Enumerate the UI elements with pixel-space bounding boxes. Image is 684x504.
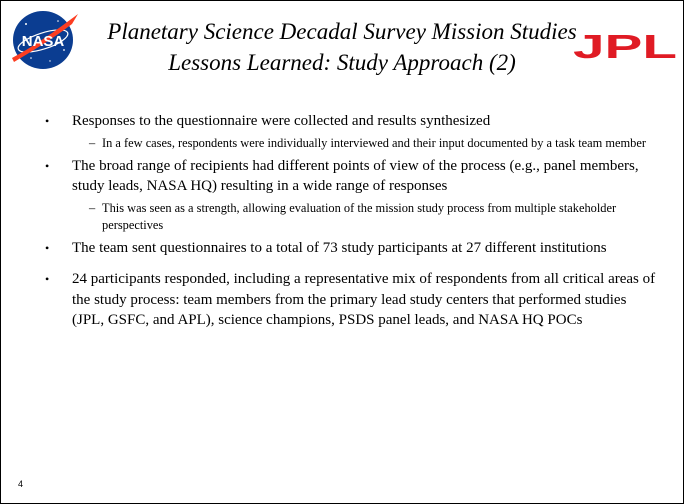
bullet-marker: • bbox=[45, 272, 50, 286]
slide-title bbox=[79, 16, 605, 78]
svg-text:JPL: JPL bbox=[573, 29, 677, 63]
sub-item-1 bbox=[41, 135, 661, 152]
slide-body bbox=[41, 111, 661, 331]
dash-marker: – bbox=[89, 135, 96, 150]
bullet-marker: • bbox=[45, 158, 50, 173]
bullet-item-3 bbox=[41, 238, 661, 259]
sub-item-2 bbox=[41, 200, 661, 234]
bullet-text: Responses to the questionnaire were collected and results synthesized bbox=[72, 113, 491, 129]
page-number: 4 bbox=[18, 479, 24, 489]
nasa-logo bbox=[6, 6, 82, 72]
jpl-logo bbox=[571, 29, 679, 63]
bullet-text: The team sent questionnaires to a total of 73 study participants at 27 different institutions bbox=[72, 239, 607, 256]
bullet-text: The broad range of recipients had different points of view of the process (e.g., panel members, study leads, NASA HQ) resulting in a wide range of responses bbox=[72, 157, 639, 194]
svg-text:NASA: NASA bbox=[21, 33, 65, 50]
bullet-item-4 bbox=[41, 269, 661, 331]
bullet-text: 24 participants responded, including a representative mix of respondents from all critical areas of the study process: team members from the primary lead study centers that performed studies (JPL, GSFC, and APL), science champions, PSDS panel leads, and NASA HQ POCs bbox=[72, 271, 656, 328]
dash-marker: – bbox=[89, 200, 96, 215]
title-line-2: Lessons Learned: Study Approach (2) bbox=[168, 50, 516, 75]
bullet-marker: • bbox=[45, 240, 50, 255]
bullet-item-2 bbox=[41, 156, 661, 197]
bullet-marker: • bbox=[45, 114, 50, 128]
sub-text: In a few cases, respondents were individually interviewed and their input documented by a task team member bbox=[102, 135, 646, 150]
sub-text: This was seen as a strength, allowing evaluation of the mission study process from multiple stakeholder perspectives bbox=[102, 200, 617, 232]
title-line-1: Planetary Science Decadal Survey Mission Studies bbox=[107, 19, 577, 44]
bullet-item-1 bbox=[41, 111, 661, 132]
